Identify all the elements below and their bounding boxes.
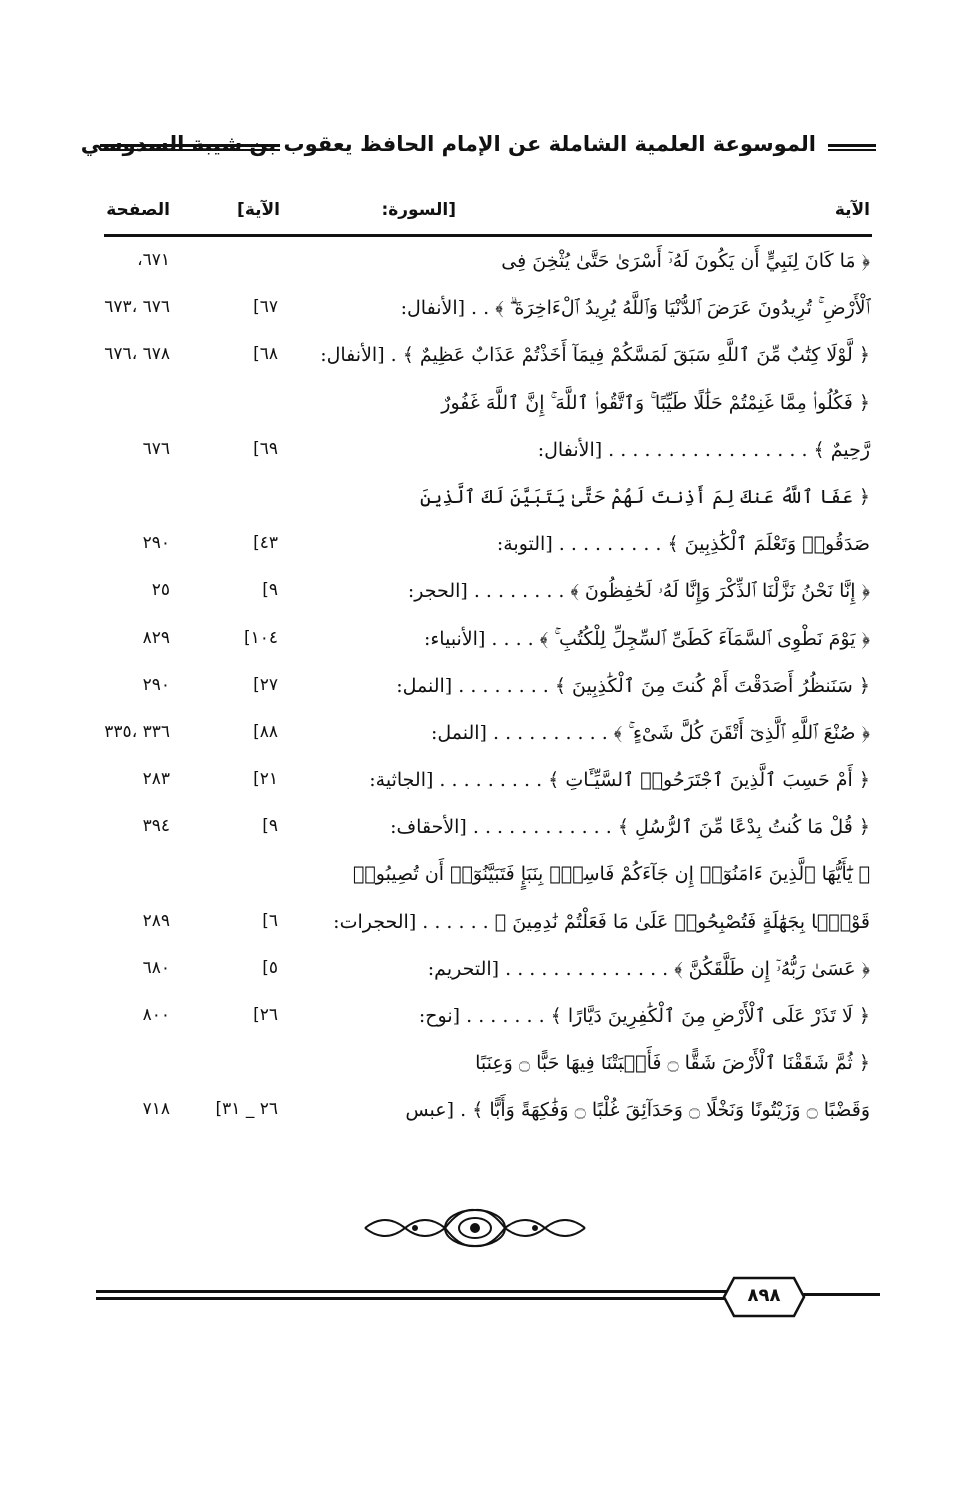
column-header-surah: [السورة: (381, 200, 456, 220)
table-row (100, 665, 870, 712)
verse-text: ﴿ ثُمَّ شَقَقْنَا ٱلْأَرْضَ شَقًّا ۝ فَأَنۢبَتْنَا فِيهَا حَبًّا ۝ وَعِنَبًا (475, 1052, 870, 1075)
page-refs: ٢٨٩ (142, 910, 170, 931)
table-row (100, 1089, 870, 1136)
column-header-ayah-number: الآية] (237, 200, 280, 220)
verse-text: رَّحِيمٌ ﴾ . . . . . . . . . . . . . . . . . [الأنفال: (537, 438, 870, 461)
ayah-number: ٨٨] (253, 721, 278, 742)
footer-rule-top (96, 1290, 730, 1293)
decorative-ornament (355, 1198, 595, 1258)
verse-text: ﴿ أَمْ حَسِبَ ٱلَّذِينَ ٱجْتَرَحُوا۟ ٱلسَّيِّـَٔاتِ ﴾ . . . . . . . . . [الجاثية: (369, 769, 870, 792)
ayah-number: ٢٧] (253, 674, 278, 695)
page-refs: ٢٩٠ (142, 674, 170, 695)
verse-text: ﴿ إِنَّا نَحْنُ نَزَّلْنَا ٱلذِّكْرَ وَإِنَّا لَهُۥ لَحَٰفِظُونَ ﴾ . . . . . . . . [الحجر: (407, 580, 870, 603)
page-refs: ٦٨٠ (142, 957, 170, 978)
page-refs: ٦٧١، (137, 250, 170, 270)
verse-text: ﴿ مَا كَانَ لِنَبِيٍّ أَن يَكُونَ لَهُۥٓ أَسْرَىٰ حَتَّىٰ يُثْخِنَ فِى (501, 250, 870, 272)
table-row (100, 712, 870, 759)
table-row (100, 853, 870, 900)
ayah-number: ٢١] (253, 769, 278, 790)
footer-rule-right (800, 1293, 880, 1296)
ayah-number: ٦٩] (253, 438, 278, 459)
table-row (100, 618, 870, 665)
page-refs: ٣٣٦ ،٣٣٥ (104, 721, 170, 742)
footer-rule-bottom (96, 1297, 730, 1300)
table-row (100, 1042, 870, 1089)
ayah-number: ٦] (262, 910, 278, 931)
table-row (100, 995, 870, 1042)
ayah-number: ٦٧] (253, 297, 278, 318)
verse-text: ﴿ قُلْ مَا كُنتُ بِدْعًا مِّنَ ٱلرُّسُلِ ﴾ . . . . . . . . . . . . [الأحقاف: (390, 816, 870, 839)
verse-text: وَقَضْبًا ۝ وَزَيْتُونًا وَنَخْلًا ۝ وَحَدَآئِقَ غُلْبًا ۝ وَفَٰكِهَةً وَأَبًّا ﴾ . [عبس (405, 1099, 870, 1122)
page-refs: ٧١٨ (142, 1099, 170, 1120)
verse-text: ﴿ لَّوْلَا كِتَٰبٌ مِّنَ ٱللَّهِ سَبَقَ لَمَسَّكُمْ فِيمَآ أَخَذْتُمْ عَذَابٌ عَظِيمٌ ﴾ . [الأنفال: (320, 344, 870, 367)
page-refs: ٦٧٦ ،٦٧٣ (104, 297, 170, 318)
table-row (100, 429, 870, 476)
verse-text: قَوْمًۢا بِجَهَٰلَةٍ فَتُصْبِحُوا۟ عَلَىٰ مَا فَعَلْتُمْ نَٰدِمِينَ ﴾ . . . . . . [الحجرات: (333, 910, 870, 933)
page-refs: ٣٩٤ (142, 816, 170, 837)
verse-text: ﴿ فَكُلُوا۟ مِمَّا غَنِمْتُمْ حَلَٰلًا طَيِّبًا ۚ وَٱتَّقُوا۟ ٱللَّهَ ۚ إِنَّ ٱللَّهَ غَفُورٌ (441, 391, 870, 414)
header-rule-right (828, 144, 876, 151)
ayah-number: ١٠٤] (243, 627, 278, 648)
header-rule-left (100, 144, 280, 151)
verse-text: ﴿ صُنْعَ ٱللَّهِ ٱلَّذِىٓ أَتْقَنَ كُلَّ شَىْءٍ ۚ ﴾ . . . . . . . . . . [النمل: (430, 721, 870, 744)
header-divider (104, 234, 872, 237)
page-refs: ٢٨٣ (142, 769, 170, 790)
page-refs: ٦٧٦ (142, 438, 170, 459)
page-refs: ٢٥ (151, 580, 170, 601)
ayah-number: ٢٦] (253, 1005, 278, 1025)
page-refs: ٦٧٨ ،٦٧٦ (104, 344, 170, 365)
ayah-number: ٤٣] (253, 533, 278, 554)
table-row (100, 901, 870, 948)
running-header (80, 128, 876, 168)
table-row (100, 287, 870, 334)
table-row (100, 523, 870, 570)
ayah-number: ٢٦ _ ٣١] (215, 1099, 278, 1120)
verse-text: ﴿ عَسَىٰ رَبُّهُۥٓ إِن طَلَّقَكُنَّ ﴾ . . . . . . . . . . . . . . [التحريم: (427, 957, 870, 980)
table-row (100, 334, 870, 381)
column-header-ayah: الآية (834, 200, 870, 220)
ayah-number: ٥] (262, 957, 278, 978)
verse-text: ﴿ يَٰٓأَيُّهَا ٱلَّذِينَ ءَامَنُوٓا۟ إِن جَآءَكُمْ فَاسِقٌۢ بِنَبَإٍ فَتَبَيَّنُوٓا۟ أَن تُصِيبُوا۟ (352, 863, 870, 886)
table-row (100, 240, 870, 287)
verse-text: ﴿ سَنَنظُرُ أَصَدَقْتَ أَمْ كُنتَ مِنَ ٱلْكَٰذِبِينَ ﴾ . . . . . . . . [النمل: (396, 674, 870, 697)
verse-text: ٱلْأَرْضِ ۚ تُرِيدُونَ عَرَضَ ٱلدُّنْيَا وَٱللَّهُ يُرِيدُ ٱلْءَاخِرَةَ ۗ ﴾ . . [الأنفال: (400, 297, 870, 320)
verse-text: ﴿ عَفَا ٱللَّهُ عَنكَ لِمَ أَذِنتَ لَهُمْ حَتَّىٰ يَتَبَيَّنَ لَكَ ٱلَّذِينَ (419, 485, 870, 508)
column-header-page: الصفحة (106, 200, 170, 220)
column-headers (100, 196, 870, 230)
ayah-number: ٩] (262, 580, 278, 601)
table-row (100, 476, 870, 523)
page-refs: ٨٢٩ (142, 627, 170, 648)
verse-text: صَدَقُوا۟ وَتَعْلَمَ ٱلْكَٰذِبِينَ ﴾ . . . . . . . . . [التوبة: (496, 533, 870, 556)
verse-text: ﴿ يَوْمَ نَطْوِى ٱلسَّمَآءَ كَطَىِّ ٱلسِّجِلِّ لِلْكُتُبِ ۚ ﴾ . . . . [الأنبياء: (423, 627, 870, 650)
page-refs: ٨٠٠ (142, 1005, 170, 1025)
ayah-number: ٩] (262, 816, 278, 837)
header-title: الموسوعة العلمية الشاملة عن الإمام الحافظ يعقوب بن شيبة السدوسي (80, 132, 816, 156)
page-refs: ٢٩٠ (142, 533, 170, 554)
ayah-number: ٦٨] (253, 344, 278, 365)
table-row (100, 759, 870, 806)
page-number: ٨٩٨ (747, 1285, 781, 1306)
table-row (100, 570, 870, 617)
verse-text: ﴿ لَا تَذَرْ عَلَى ٱلْأَرْضِ مِنَ ٱلْكَٰفِرِينَ دَيَّارًا ﴾ . . . . . . . [نوح: (418, 1005, 870, 1027)
table-row (100, 806, 870, 853)
table-row (100, 948, 870, 995)
verse-index-table (100, 240, 870, 1137)
table-row (100, 382, 870, 429)
